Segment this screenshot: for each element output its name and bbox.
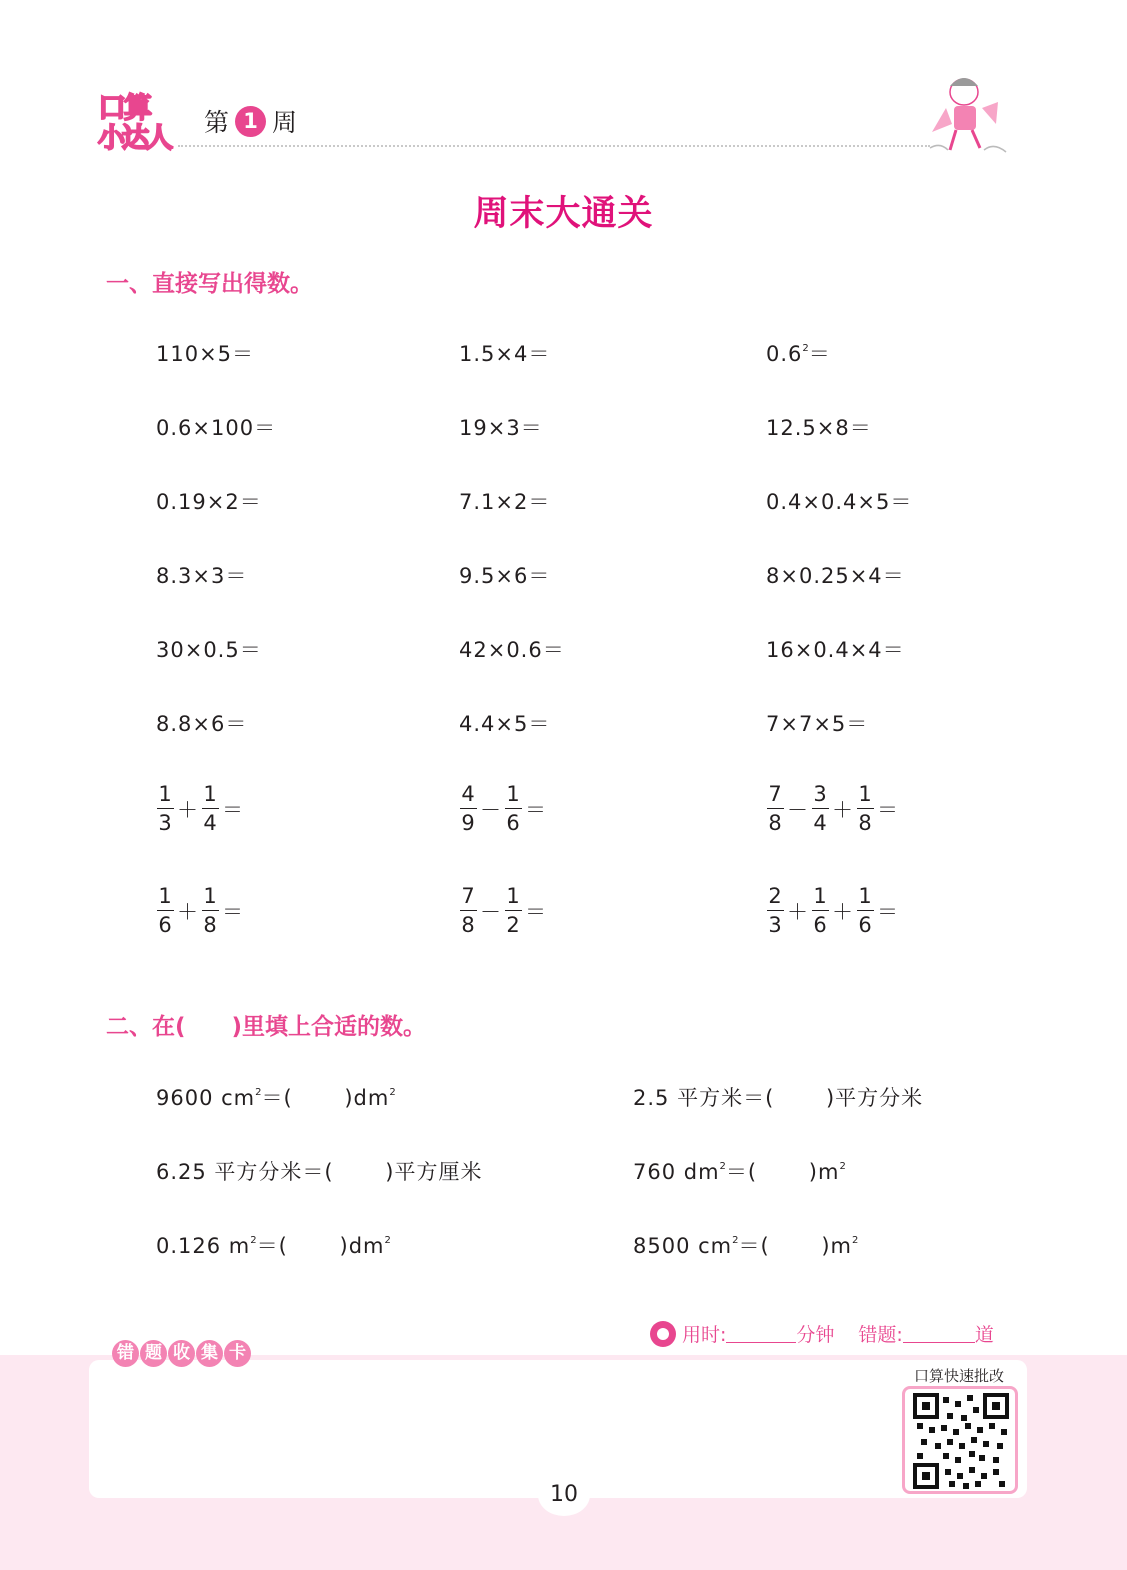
calc-problem: 7.1×2＝ <box>459 490 551 514</box>
unit-conversion-problem: 2.5 平方米＝( )平方分米 <box>633 1086 924 1110</box>
calc-problem: 30×0.5＝ <box>156 638 262 662</box>
week-label <box>204 103 297 139</box>
calc-problem: 0.19×2＝ <box>156 490 262 514</box>
calc-problem: 9.5×6＝ <box>459 564 551 588</box>
calc-problem: 8.8×6＝ <box>156 712 248 736</box>
wrong-label: 错题: <box>858 1324 903 1346</box>
time-unit: 分钟 <box>796 1324 835 1346</box>
unit-conversion-problem: 760 $dm^2=$( )$m^2$ <box>633 1160 846 1184</box>
section-2-heading: 二、在( )里填上合适的数。 <box>106 1014 427 1040</box>
unit-conversion-problem: 6.25 平方分米＝( )平方厘米 <box>156 1160 483 1184</box>
fraction-problem: $\frac{7}{8}$ － $\frac{3}{4}$ ＋ $\frac{1}{8}$ ＝ <box>768 782 898 835</box>
week-prefix: 第 <box>204 108 230 137</box>
calc-problem: 19×3＝ <box>459 416 543 440</box>
unit-conversion-problem: 0.126 $m^2=$( )$dm^2$ <box>156 1234 391 1258</box>
wrong-unit: 道 <box>974 1324 994 1346</box>
time-blank[interactable] <box>726 1325 796 1343</box>
calc-problem: 110×5＝ <box>156 342 255 366</box>
qr-code[interactable] <box>902 1386 1018 1494</box>
calc-problem: $0.6^2=$ <box>766 342 831 366</box>
week-suffix: 周 <box>272 108 298 137</box>
qr-code-icon <box>913 1393 1009 1489</box>
calc-problem: 4.4×5＝ <box>459 712 551 736</box>
week-number-badge: 1 <box>235 106 266 137</box>
time-label: 用时: <box>682 1324 727 1346</box>
time-record-line <box>650 1320 994 1347</box>
header-divider <box>178 145 930 147</box>
page-title: 周末大通关 <box>473 194 654 234</box>
calc-problem: 0.6×100＝ <box>156 416 277 440</box>
superhero-mascot-icon <box>926 72 1014 158</box>
page-number: 10 <box>538 1474 590 1516</box>
brand-logo <box>96 88 178 154</box>
calc-problem: 42×0.6＝ <box>459 638 565 662</box>
fraction-problem: $\frac{4}{9}$ － $\frac{1}{6}$ ＝ <box>461 782 546 835</box>
unit-conversion-problem: 8500 $cm^2=$( )$m^2$ <box>633 1234 859 1258</box>
qr-label: 口算快速批改 <box>914 1367 1005 1385</box>
calc-problem: 8.3×3＝ <box>156 564 248 588</box>
calc-problem: 16×0.4×4＝ <box>766 638 905 662</box>
calc-problem: 7×7×5＝ <box>766 712 869 736</box>
stopwatch-icon <box>650 1321 676 1347</box>
calc-problem: 8×0.25×4＝ <box>766 564 905 588</box>
fraction-problem: $\frac{1}{3}$ ＋ $\frac{1}{4}$ ＝ <box>158 782 243 835</box>
fraction-problem: $\frac{1}{6}$ ＋ $\frac{1}{8}$ ＝ <box>158 884 243 937</box>
calc-problem: 12.5×8＝ <box>766 416 872 440</box>
calc-problem: 0.4×0.4×5＝ <box>766 490 913 514</box>
logo-line-2: 小达人 <box>98 123 170 154</box>
logo-line-1: 口算 <box>98 91 151 124</box>
calc-problem: 1.5×4＝ <box>459 342 551 366</box>
fraction-problem: $\frac{2}{3}$ ＋ $\frac{1}{6}$ ＋ $\frac{1}{6}$ ＝ <box>768 884 898 937</box>
mistake-card-tab: 错 题 收 集 卡 <box>112 1340 252 1367</box>
wrong-blank[interactable] <box>903 1325 975 1343</box>
unit-conversion-problem: 9600 $cm^2=$( )$dm^2$ <box>156 1086 396 1110</box>
fraction-problem: $\frac{7}{8}$ － $\frac{1}{2}$ ＝ <box>461 884 546 937</box>
section-1-heading: 一、直接写出得数。 <box>106 271 313 297</box>
